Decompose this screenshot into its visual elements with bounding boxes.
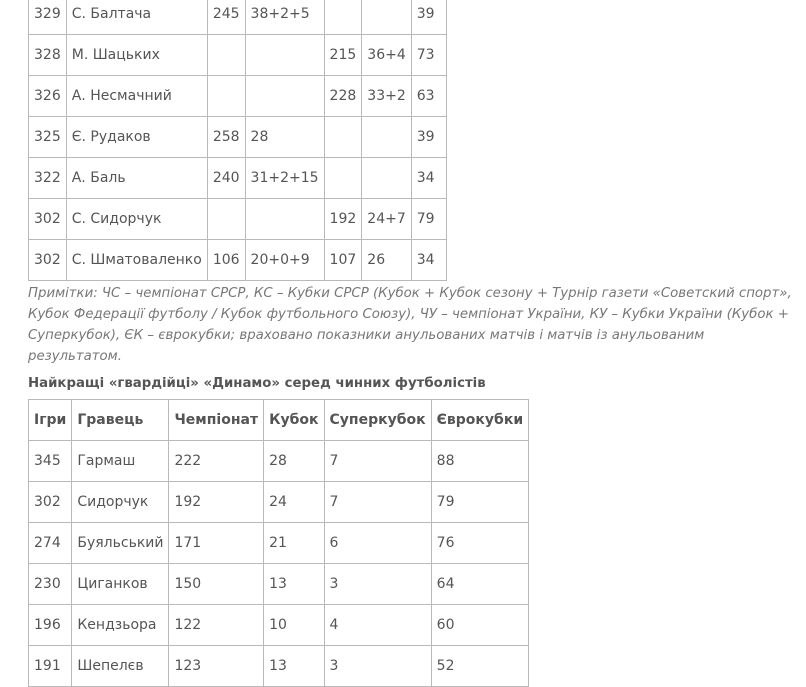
table-cell: 88	[431, 441, 529, 482]
table-cell: 64	[431, 564, 529, 605]
current-players-table-body	[29, 441, 529, 687]
table-cell: 329	[29, 0, 67, 35]
table-cell: 3	[324, 564, 431, 605]
table-cell: 345	[29, 441, 72, 482]
table-cell: 34	[411, 158, 446, 199]
table-cell: 106	[207, 240, 245, 281]
players-stats-table	[28, 0, 447, 281]
table-cell: С. Сидорчук	[66, 199, 207, 240]
table-cell: 150	[169, 564, 264, 605]
table-cell: Буяльський	[72, 523, 169, 564]
table-cell: 123	[169, 646, 264, 687]
table-cell	[245, 35, 324, 76]
table-cell	[207, 76, 245, 117]
table-cell	[207, 35, 245, 76]
table-cell: 52	[431, 646, 529, 687]
table-cell: 192	[169, 482, 264, 523]
table-cell	[245, 76, 324, 117]
table-cell: 38+2+5	[245, 0, 324, 35]
table-row	[29, 605, 529, 646]
table-cell: 222	[169, 441, 264, 482]
header-championship: Чемпіонат	[169, 400, 264, 441]
table-cell: 7	[324, 482, 431, 523]
table-row	[29, 35, 447, 76]
table-row	[29, 199, 447, 240]
table-notes: Примітки: ЧС – чемпіонат СРСР, КС – Кубки СРСР (Кубок + Кубок сезону + Турнір газети «Советский спорт», Кубок Федерації футболу / Кубок футбольного Союзу), ЧУ – чемпіонат України, КУ – Кубки України (Кубок + Суперкубок), ЄК – єврокубки; враховано показники анульованих матчів і матчів із анульованим результатом.	[28, 286, 792, 364]
table-cell: 328	[29, 35, 67, 76]
table-cell: 10	[264, 605, 324, 646]
table-cell: 31+2+15	[245, 158, 324, 199]
table-cell: Сидорчук	[72, 482, 169, 523]
table-cell: 192	[324, 199, 362, 240]
table-cell: 302	[29, 240, 67, 281]
table-cell: 34	[411, 240, 446, 281]
header-player: Гравець	[72, 400, 169, 441]
table-cell	[362, 158, 411, 199]
table-cell: 28	[264, 441, 324, 482]
table-cell: 302	[29, 199, 67, 240]
table-cell: 325	[29, 117, 67, 158]
table-cell: 302	[29, 482, 72, 523]
table-row	[29, 117, 447, 158]
table-cell: 36+4	[362, 35, 411, 76]
table-cell: 39	[411, 0, 446, 35]
table-cell: 20+0+9	[245, 240, 324, 281]
table-cell: 196	[29, 605, 72, 646]
table-cell: Гармаш	[72, 441, 169, 482]
table-row	[29, 76, 447, 117]
current-players-table	[28, 399, 529, 687]
table-cell: 171	[169, 523, 264, 564]
table-cell: 322	[29, 158, 67, 199]
table-cell: 33+2	[362, 76, 411, 117]
header-games: Ігри	[29, 400, 72, 441]
table-cell: 274	[29, 523, 72, 564]
table-cell: 24	[264, 482, 324, 523]
table-row	[29, 0, 447, 35]
table-cell	[324, 158, 362, 199]
table-cell: 76	[431, 523, 529, 564]
table-cell: 39	[411, 117, 446, 158]
table-cell: 73	[411, 35, 446, 76]
table-cell: 13	[264, 646, 324, 687]
table-cell: 28	[245, 117, 324, 158]
table-cell: 107	[324, 240, 362, 281]
table-cell	[324, 0, 362, 35]
table-row	[29, 158, 447, 199]
table-row	[29, 240, 447, 281]
article-content	[28, 0, 798, 687]
table-cell	[362, 0, 411, 35]
table-cell: 326	[29, 76, 67, 117]
table-cell: 4	[324, 605, 431, 646]
table-cell: 13	[264, 564, 324, 605]
players-stats-table-body	[29, 0, 447, 281]
table-cell: А. Баль	[66, 158, 207, 199]
table-cell: 6	[324, 523, 431, 564]
table-cell: Шепелєв	[72, 646, 169, 687]
table-cell: Є. Рудаков	[66, 117, 207, 158]
table-cell	[362, 117, 411, 158]
table-cell: М. Шацьких	[66, 35, 207, 76]
table-cell: 3	[324, 646, 431, 687]
table-row	[29, 441, 529, 482]
table-cell: 245	[207, 0, 245, 35]
table-cell: С. Балтача	[66, 0, 207, 35]
table-cell: А. Несмачний	[66, 76, 207, 117]
table-cell: 230	[29, 564, 72, 605]
table-cell: 63	[411, 76, 446, 117]
header-supercup: Суперкубок	[324, 400, 431, 441]
table-cell: 240	[207, 158, 245, 199]
table-cell: 191	[29, 646, 72, 687]
table-row	[29, 482, 529, 523]
table-cell	[324, 117, 362, 158]
table-cell: Циганков	[72, 564, 169, 605]
header-eurocups: Єврокубки	[431, 400, 529, 441]
table-row	[29, 646, 529, 687]
table-cell: 26	[362, 240, 411, 281]
table-cell: Кендзьора	[72, 605, 169, 646]
table-cell: 122	[169, 605, 264, 646]
table-cell: 21	[264, 523, 324, 564]
table-cell: 215	[324, 35, 362, 76]
table-row	[29, 564, 529, 605]
header-cup: Кубок	[264, 400, 324, 441]
table-cell	[245, 199, 324, 240]
table-cell	[207, 199, 245, 240]
table-row	[29, 523, 529, 564]
table-header-row	[29, 400, 529, 441]
table-cell: 60	[431, 605, 529, 646]
table-cell: 228	[324, 76, 362, 117]
table-cell: 79	[411, 199, 446, 240]
table-cell: 7	[324, 441, 431, 482]
table-cell: 79	[431, 482, 529, 523]
section-heading: Найкращі «гвардійці» «Динамо» серед чинних футболістів	[28, 376, 486, 391]
table-cell: 258	[207, 117, 245, 158]
table-cell: С. Шматоваленко	[66, 240, 207, 281]
table-cell: 24+7	[362, 199, 411, 240]
